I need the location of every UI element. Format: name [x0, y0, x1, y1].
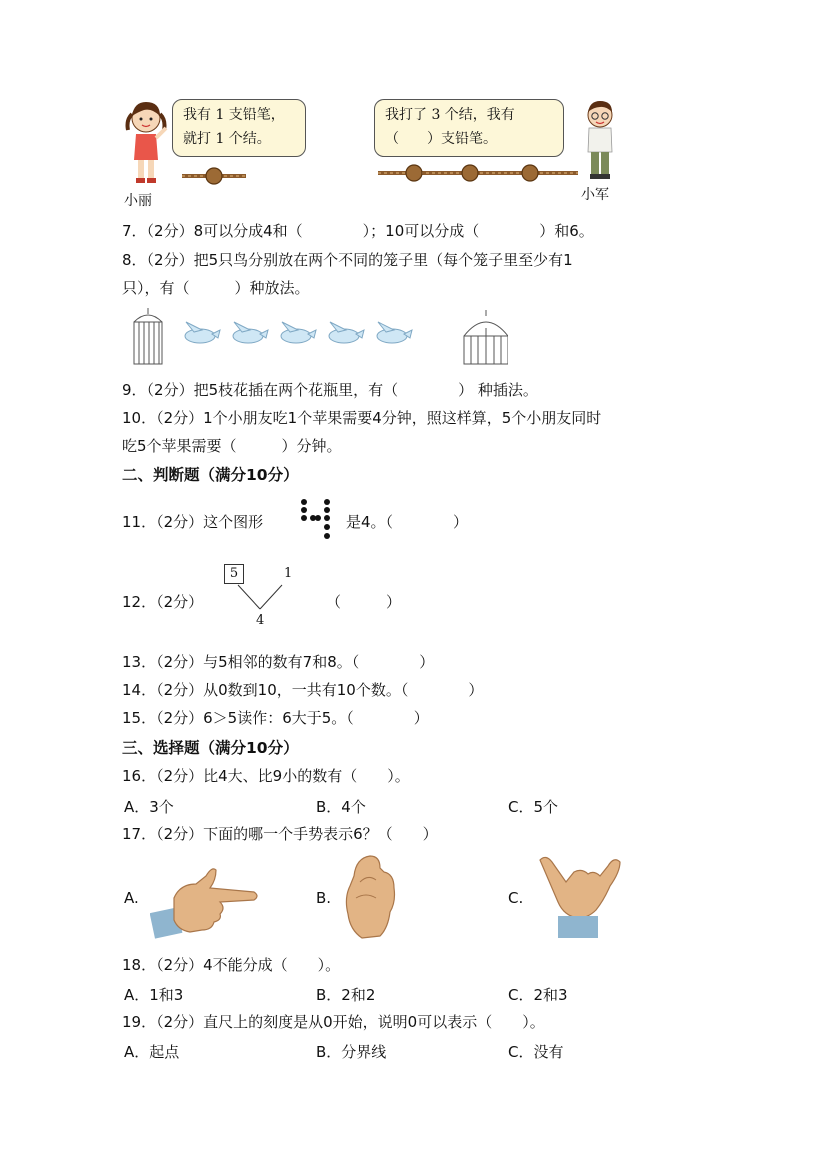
question-8-line-2: 只），有（ ）种放法。 [122, 279, 310, 297]
question-12-answer-blank: （ ） [326, 593, 402, 611]
question-18-choice-a: A．1和3 [124, 986, 184, 1004]
question-19-choice-c: C．没有 [508, 1043, 564, 1061]
girl-bubble-line-2: 就打 1 个结。 [183, 131, 271, 147]
question-11-prefix: 11．（2分）这个图形 [122, 513, 264, 531]
question-17-label-a: A. [124, 889, 139, 907]
girl-bubble-line-1: 我有 1 支铅笔， [183, 107, 285, 123]
boy-figure [580, 98, 620, 182]
rope-three-knots [378, 163, 578, 183]
bird-row [185, 322, 412, 343]
hand-gesture-fist-icon [340, 852, 404, 942]
hand-gesture-pointing-icon [150, 858, 262, 942]
question-17-label-c: C. [508, 889, 524, 907]
hand-gesture-six-icon [534, 852, 626, 942]
girl-name: 小丽 [124, 193, 152, 209]
decomposition-part-right: 1 [284, 566, 293, 581]
question-18: 18．（2分）4不能分成（ ）。 [122, 956, 341, 974]
question-16-choice-c: C．5个 [508, 798, 559, 816]
boy-name: 小军 [581, 187, 609, 203]
question-9: 9．（2分）把5枝花插在两个花瓶里，有（ ） 种插法。 [122, 381, 538, 399]
boy-bubble-line-2: （ ）支铅笔。 [385, 131, 497, 147]
question-8-line-1: 8．（2分）把5只鸟分别放在两个不同的笼子里（每个笼子里至少有1 [122, 251, 573, 269]
question-15: 15．（2分）6＞5读作：6大于5。（ ） [122, 709, 429, 727]
cage-right [464, 310, 508, 364]
boy-bubble-line-1: 我打了 3 个结，我有 [385, 107, 515, 123]
number-decomposition-diagram [218, 563, 300, 631]
question-18-choice-c: C．2和3 [508, 986, 568, 1004]
question-16-choice-a: A．3个 [124, 798, 174, 816]
question-11-suffix: 是4。（ ） [346, 513, 469, 531]
birds-and-cages-illustration [128, 306, 508, 370]
question-19-choice-b: B．分界线 [316, 1043, 387, 1061]
question-14: 14．（2分）从0数到10，一共有10个数。（ ） [122, 681, 484, 699]
section-3-heading: 三、选择题（满分10分） [122, 739, 299, 757]
question-16-choice-b: B．4个 [316, 798, 366, 816]
question-17-label-b: B. [316, 889, 332, 907]
rope-one-knot [182, 166, 246, 186]
section-2-heading: 二、判断题（满分10分） [122, 466, 299, 484]
girl-figure [122, 98, 170, 190]
dot-pattern-figure [298, 496, 338, 544]
question-12-prefix: 12．（2分） [122, 593, 204, 611]
decomposition-whole-box: 5 [224, 564, 244, 584]
boy-speech-bubble [374, 99, 564, 157]
question-10-line-2: 吃5个苹果需要（ ）分钟。 [122, 437, 342, 455]
question-19-choice-a: A．起点 [124, 1043, 180, 1061]
question-7: 7．（2分）8可以分成4和（ ）；10可以分成（ ）和6。 [122, 222, 594, 240]
question-10-line-1: 10．（2分）1个小朋友吃1个苹果需要4分钟，照这样算，5个小朋友同时 [122, 409, 602, 427]
girl-speech-bubble [172, 99, 306, 157]
question-18-choice-b: B．2和2 [316, 986, 376, 1004]
question-16: 16．（2分）比4大、比9小的数有（ ）。 [122, 767, 410, 785]
decomposition-part-bottom: 4 [256, 613, 265, 628]
question-13: 13．（2分）与5相邻的数有7和8。（ ） [122, 653, 435, 671]
question-17: 17．（2分）下面的哪一个手势表示6？（ ） [122, 825, 438, 843]
cage-left [134, 308, 162, 364]
question-19: 19．（2分）直尺上的刻度是从0开始，说明0可以表示（ ）。 [122, 1013, 545, 1031]
